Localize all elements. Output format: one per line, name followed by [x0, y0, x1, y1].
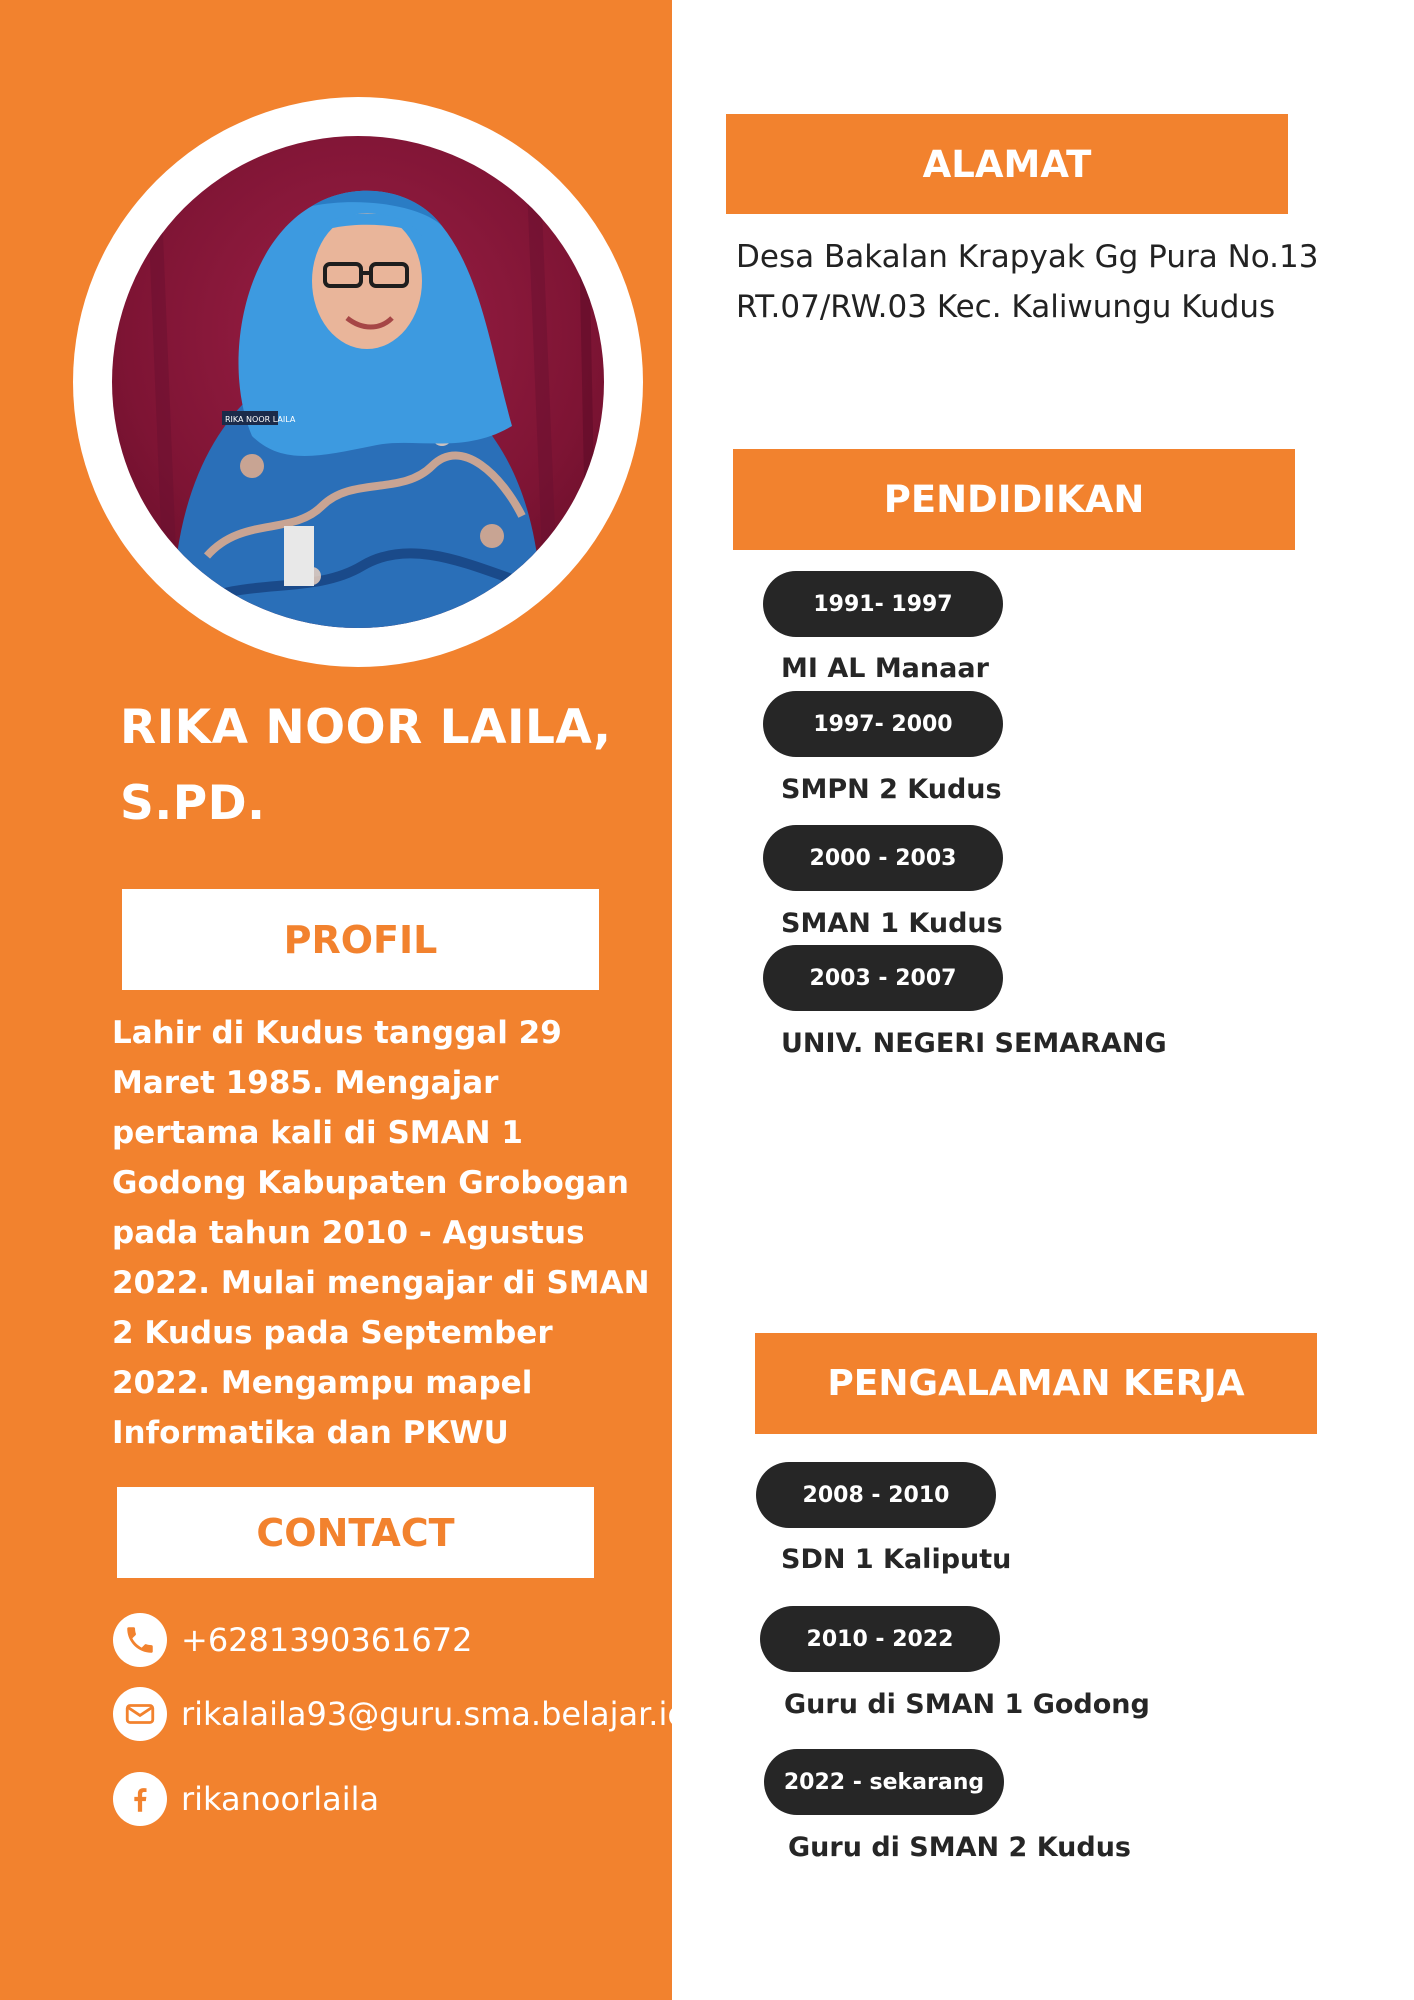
facebook-icon — [113, 1772, 167, 1826]
work-place: Guru di SMAN 1 Godong — [784, 1689, 1150, 1720]
profil-text: Lahir di Kudus tanggal 29 Maret 1985. Mengajar pertama kali di SMAN 1 Godong Kabupaten Grobogan pada tahun 2010 - Agustus 2022. Mulai mengajar di SMAN 2 Kudus pada September 2022. Mengampu mapel Informatika dan PKWU — [112, 1015, 650, 1451]
contact-facebook-text: rikanoorlaila — [181, 1780, 380, 1818]
contact-phone-text: +6281390361672 — [181, 1621, 473, 1659]
alamat-heading: ALAMAT — [726, 114, 1288, 214]
contact-heading: CONTACT — [117, 1487, 594, 1578]
alamat-line-1: Desa Bakalan Krapyak Gg Pura No.13 — [736, 239, 1319, 275]
work-years-pill: 2010 - 2022 — [760, 1606, 1000, 1672]
education-school: SMAN 1 Kudus — [781, 908, 1003, 939]
work-place: Guru di SMAN 2 Kudus — [788, 1832, 1131, 1863]
contact-facebook[interactable] — [113, 1772, 379, 1826]
pengalaman-heading: PENGALAMAN KERJA — [755, 1333, 1317, 1434]
education-school: MI AL Manaar — [781, 653, 989, 684]
contact-phone[interactable] — [113, 1613, 472, 1667]
education-years-pill: 2003 - 2007 — [763, 945, 1003, 1011]
alamat-line-2: RT.07/RW.03 Kec. Kaliwungu Kudus — [736, 289, 1276, 325]
profile-photo — [112, 136, 604, 628]
phone-icon — [113, 1613, 167, 1667]
contact-email[interactable] — [113, 1687, 688, 1741]
education-years-pill: 2000 - 2003 — [763, 825, 1003, 891]
education-school: SMPN 2 Kudus — [781, 774, 1002, 805]
contact-email-text: rikalaila93@guru.sma.belajar.id — [181, 1695, 688, 1733]
person-name: RIKA NOOR LAILA, S.PD. — [120, 700, 612, 831]
work-place: SDN 1 Kaliputu — [781, 1544, 1012, 1575]
svg-text:RIKA NOOR LAILA: RIKA NOOR LAILA — [225, 415, 296, 424]
work-years-pill: 2022 - sekarang — [764, 1749, 1004, 1815]
work-years-pill: 2008 - 2010 — [756, 1462, 996, 1528]
education-years-pill: 1991- 1997 — [763, 571, 1003, 637]
education-school: UNIV. NEGERI SEMARANG — [781, 1028, 1167, 1059]
profil-heading: PROFIL — [122, 889, 599, 990]
alamat-text — [736, 232, 1376, 332]
pendidikan-heading: PENDIDIKAN — [733, 449, 1295, 550]
mail-icon — [113, 1687, 167, 1741]
education-years-pill: 1997- 2000 — [763, 691, 1003, 757]
